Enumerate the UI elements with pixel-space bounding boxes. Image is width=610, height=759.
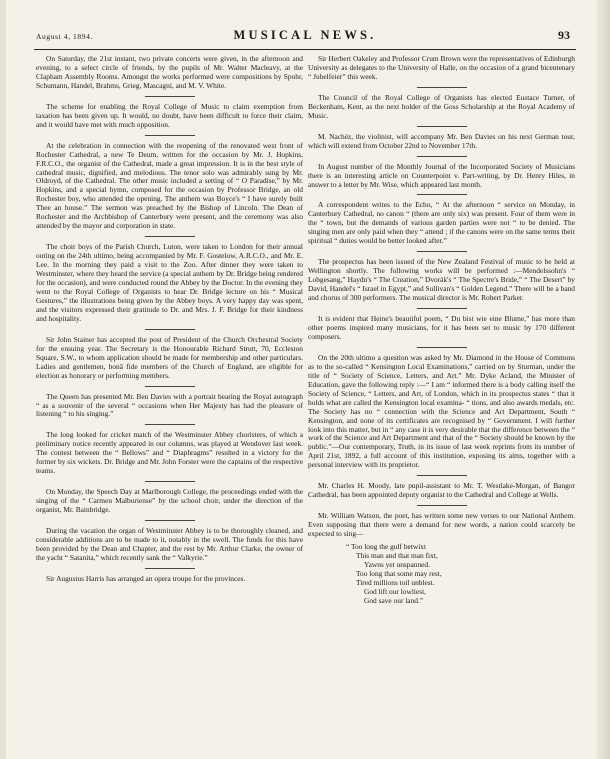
paragraph: On the 20th ultimo a question was asked by Mr. Diamond in the House of Commons as to the so-called “ Kensington Local Examinations,” carried on by Sturman, under the title of “ Society of Science, Letters, and Art.” Mr. Dyke Acland, the Minister of Education, gave the following reply :—“ I am “ informed there is a body calling itself the Society of Science, “ Letters, and Art, of London, which in its prospectus states “ that it holds what are called the Kensington local examina- “ tions, and also awards medals, etc. The Society has no “ connection with the Science and Art Department, South “ Kensington, and none of its certificates are recognised by “ Government. I will further look into this matter, but in “ any case it is very desirable that the difference between the “ work of the Science and Art Department and that of the “ Society should be known by the public.”—Our contemporary, Truth, in its issue of last week reprints from its number of April 21st, 1892, a full account of this institution, exposing its aims, together with a personal interview with its proprietor. [308,352,575,470]
divider [145,96,195,97]
paragraph: M. Nachéz, the violinist, will accompany Mr. Ben Davies on his next German tour, which will extend from October 22nd to November 17th. [308,131,575,150]
poem-line: Tired millions toil unblest. [356,577,435,587]
paragraph: Sir Augustus Harris has arranged an opera troupe for the provinces. [46,573,246,583]
poem-verse [346,543,575,606]
poem-line: “ Too long the gulf betwixt [346,542,427,552]
divider [417,194,467,195]
divider [417,156,467,157]
left-column [36,55,303,584]
paragraph: On Saturday, the 21st instant, two private concerts were given, in the afternoon and evening, to a select circle of friends, by the pupils of Mr. Walter Macleavy, at the Clapham Assembly Rooms. Amongst the works performed were compositions by Spohr, Schumann, Handel, Brahms, Grieg, Mascagni, and M. V. White. [36,54,303,90]
divider [145,135,195,136]
paragraph: The choir boys of the Parish Church, Luton, were taken to London for their annual outing on the 24th ultimo, being accompanied by Mr. F. Gostelow, A.R.C.O., and Mr. E. Lee. In the morning they paid a visit to the Zoo. After dinner they were taken to Westminster, where they heard the service (a special anthem by Dr. Bridge being rendered for the occasion), and were conducted round the Abbey by the Doctor. In the evening they went to the Royal College of Organists to hear Dr. Bridge lecture on his “ Musical Gestures,” the illustrations being given by the Abbey boys. A very happy day was spent, and the visitors expressed their gratitude to Dr. and Mrs. J. F. Bridge for their kindness and hospitality. [36,242,303,323]
divider [145,520,195,521]
divider [417,126,467,127]
paragraph: The long looked for cricket match of the Westminster Abbey choristers, of which a preliminary notice recently appeared in our columns, was played at Wendover last week. The contest between the “ Bellows” and “ Diaphragms” resulted in a victory for the former by six wickets. Dr. Bridge and Mr. John Forster were the captains of the respective teams. [36,430,303,476]
paragraph: Sir John Stainer has accepted the post of President of the Church Orchestral Society for the ensuing year. The Secretary is the Honourable Richard Strutt, 70, Eccleston Square, S.W., to whom application should be made for membership and other particulars. Ladies and gentlemen, bonâ fide members of the Church of England, are eligible for election as honorary or performing members. [36,334,303,380]
divider [145,568,195,569]
paragraph: The Queen has presented Mr. Ben Davies with a portrait bearing the Royal autograph “ as a souvenir of the several “ occasions when Her Majesty has had the pleasure of listening “ to his singing.” [36,391,303,419]
divider [417,475,467,476]
poem-line: Too long that some may rest, [356,568,442,578]
paragraph: During the vacation the organ of Westminster Abbey is to be thoroughly cleaned, and considerable additions are to be made to it, notably in the swell. The funds for this have been provided by the Dean and Chapter, and the rest by Mr. Arthur Clarke, the owner of the yacht “ Satanita,” which recently sank the “ Valkyrie.” [36,526,303,562]
divider [417,347,467,348]
page-edge-left [0,0,6,759]
divider [417,87,467,88]
paragraph: A correspondent writes to the Echo, “ At the afternoon “ service on Monday, in Canterbury Cathedral, no canon “ (there are only six) was present. Four of them were in the “ town, but the demands of various garden parties were not “ to be denied. The singing men are only paid when they “ attend ; if the canons were on the same terms their spiritual “ duties would be better looked after.” [308,200,575,246]
divider [145,236,195,237]
masthead-title: MUSICAL NEWS. [233,28,377,42]
paragraph: At the celebration in connection with the reopening of the renovated west front of Rochester Cathedral, a new Te Deum, written for the occasion by Mr. J. Hopkins, F.R.C.O., the organist of the Cathedral, made a great impression. It is in the best style of cathedral music, dignified, and melodious. The tenor solo was admirably sung by Mr. Oldroyd, of the Cathedral. The other music included a setting of “ O Paradise,” by Mr. Hopkins, and a special hymn, composed for the occasion by Professor Bridge, an old Rochester boy, who attended the opening. The anthem was Boyce's “ I have surely built Thee an house.” The sermon was preached by the Bishop of Lincoln. The Dean of Rochester and the Archbishop of Canterbury were present, and the ceremony was also attended by the mayor and corporation in state. [36,140,303,231]
divider [145,424,195,425]
divider [145,481,195,482]
paragraph: The Council of the Royal College of Organists has elected Eustace Turner, of Beckenham, Kent, as the next holder of the Goss Scholarship at the Royal Academy of Music. [308,92,575,120]
page-header [36,28,574,46]
paragraph: It is evident that Heine's beautiful poem, “ Du bist wie eine Blume,” has more than other poems inspired many musicians, for it has been set to music by 170 different composers. [308,314,575,341]
paragraph: In August number of the Monthly Journal of the Incorporated Society of Musicians there is an interesting article on Counterpoint v. Part-writing, by Dr. Henry Hiles, in answer to a letter by Mr. Wise, which appeared last month. [308,161,575,189]
paragraph: Sir Herbert Oakeley and Professor Crum Brown were the representatives of Edinburgh University as delegates to the University of Halle, on the occasion of a grand bicentenary “ Jubelfeier” this week. [308,54,575,81]
issue-date: August 4, 1894. [36,32,93,41]
divider [417,308,467,309]
right-column [308,55,575,606]
paragraph: On Monday, the Speech Day at Marlborough College, the proceedings ended with the singing of the “ Carmen Malburiense” by the school choir, under the direction of the organist, Mr. Bainbridge. [36,487,303,515]
divider [417,251,467,252]
paragraph: Mr. William Watson, the poet, has written some new verses to our National Anthem. Even supposing that there were a demand for new words, a nation could scarcely be expected to sing— [308,511,575,539]
paragraph: The prospectus has been issued of the New Zealand Festival of music to be held at Wellington shortly. The following works will be performed :—Mendelssohn's “ Lobgesang,” Haydn's “ The Creation,” Dvorák's “ The Spectre's Bride,” “ The Desert” by David, Handel's “ Israel in Egypt,” and Sullivan's “ Golden Legend.” There will be a band and chorus of 300 performers. The musical director is Mr. Robert Parker. [308,257,575,303]
paragraph: The scheme for enabling the Royal College of Music to claim exemption from taxation has been given up. It would, no doubt, have been difficult to force their claim, and it would have met with much opposition. [36,101,303,129]
divider [145,386,195,387]
header-rule [34,49,576,50]
poem-line: Yawns yet unspanned. [364,559,430,569]
poem-line: God lift our lowliest, [364,586,426,596]
page-edge-right [596,0,610,759]
poem-line: This man and that man fixt, [356,550,438,560]
divider [145,329,195,330]
page-number: 93 [558,28,570,42]
paragraph: Mr. Charles H. Moody, late pupil-assistant to Mr. T. Westlake-Morgan, of Bangor Cathedral, has been appointed deputy organist to the Cathedral and College at Wells. [308,481,575,500]
poem-line: God save our land.” [364,595,424,605]
divider [417,505,467,506]
